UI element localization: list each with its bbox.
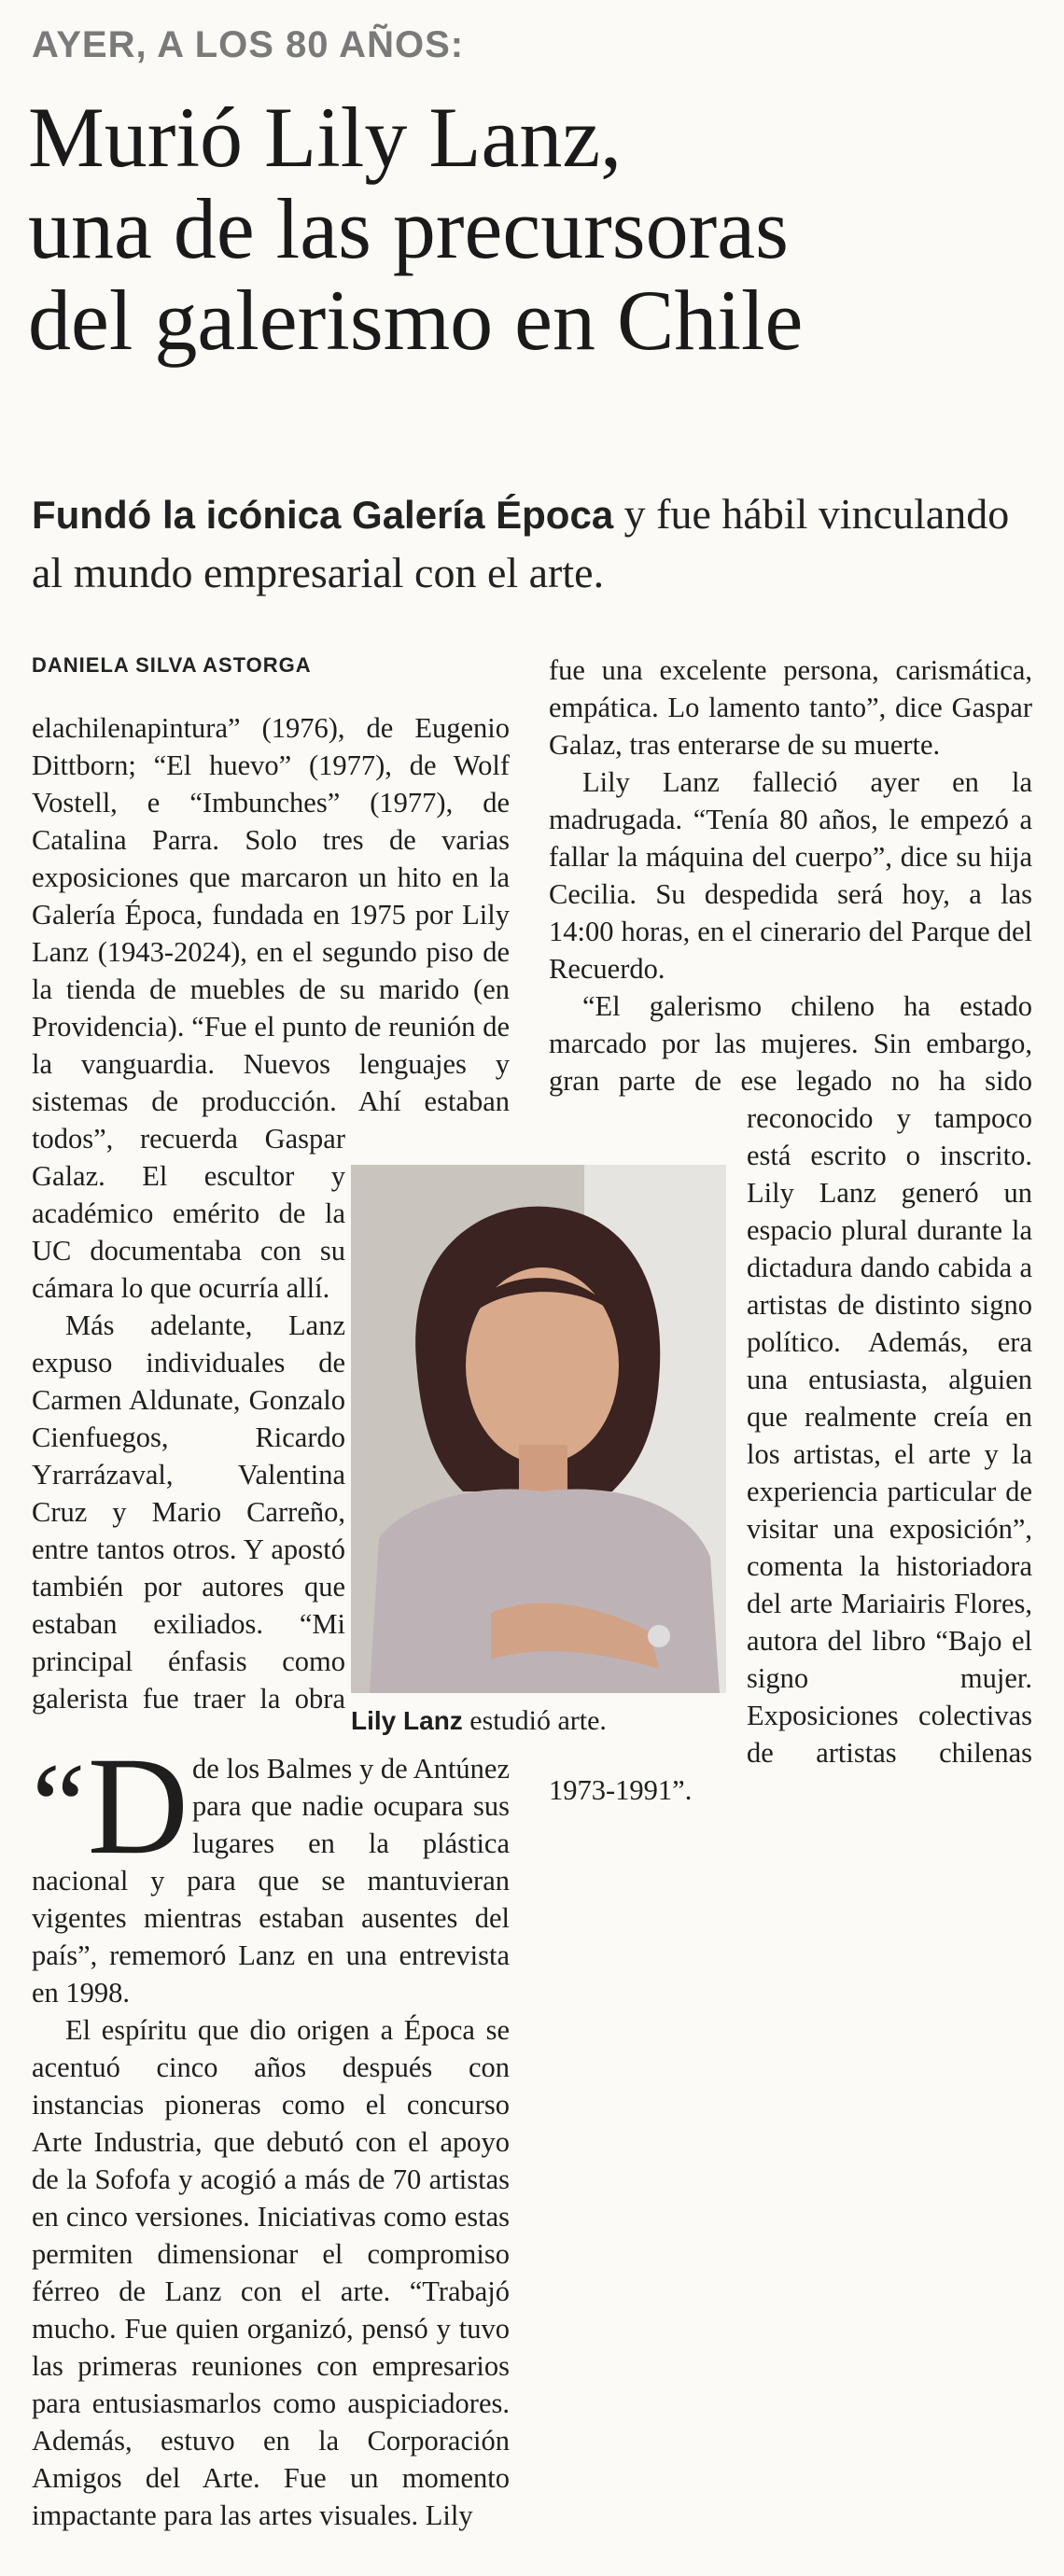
kicker: AYER, A LOS 80 AÑOS: <box>32 24 465 65</box>
caption-name: Lily Lanz <box>351 1706 463 1735</box>
headline-line-2: una de las precursoras <box>28 181 789 276</box>
wrap-spacer-photo-right <box>549 1129 747 1764</box>
deck-rest: y fue hábil vinculando al mundo empresarial con el arte. <box>32 490 1010 596</box>
caption-text: estudió arte. <box>462 1705 607 1736</box>
opening-quote: “ <box>32 1739 86 1873</box>
deck-bold: Fundó la icónica Galería Época <box>32 493 614 537</box>
byline: DANIELA SILVA ASTORGA <box>32 653 312 677</box>
paragraph-2: Más adelante, Lanz expuso individuales de Carmen Aldunate, Gonzalo Cienfuegos, Ricardo Yrarrázaval, Valentina Cruz y Mario Carreño, entre tantos otros. Y apostó también por autores que estaban exiliados. “Mi principal énfasis como galerista fue traer la obra de los Balmes y de Antúnez para que nadie ocupara sus lugares en la plástica nacional y para que se mantuvieran vigentes mientras estaban ausentes del país”, rememoró Lanz en una entrevista en 1998. <box>32 1309 510 2009</box>
paragraph-4: Lily Lanz falleció ayer en la madrugada. “Tenía 80 años, le empezó a fallar la máquina del cuerpo”, dice su hija Cecilia. Su despedida será hoy, a las 14:00 horas, en el cinerario del Parque del Recuerdo. <box>549 766 1032 985</box>
headline-line-3: del galerismo en Chile <box>28 273 804 368</box>
paragraph-3-continued: fue una excelente persona, carismática, empática. Lo lamento tanto”, dice Gaspar Galaz, tras enterarse de su muerte. <box>549 654 1032 761</box>
deck <box>32 485 1049 602</box>
paragraph-5: “El galerismo chileno ha estado marcado por las mujeres. Sin embargo, gran parte de ese legado no ha sido reconocido y tampoco está escrito o inscrito. Lily Lanz generó un espacio plural durante la dictadura dando cabida a artistas de distinto signo político. Además, era una entusiasta, alguien que realmente creía en los artistas, el arte y la experiencia particular de visitar una exposición”, comenta la historiadora del arte Mariairis Flores, autora del libro “Bajo el signo mujer. Exposiciones colectivas de artistas chilenas 1973-1991”. <box>549 990 1032 1806</box>
headline <box>28 91 1045 366</box>
dropcap: D <box>87 1729 189 1883</box>
paragraph-1-text: elachilenapintura” (1976), de Eugenio Dittborn; “El huevo” (1977), de Wolf Vostell, e “Imbunches” (1977), de Catalina Parra. Solo tres de varias exposiciones que marcaron un hito en la Galería Época, fundada en 1975 por Lily Lanz (1943-2024), en el segundo piso de la tienda de muebles de su marido (en Providencia). “Fue el punto de reunión de la vanguardia. Nuevos lenguajes y sistemas de producción. Ahí estaban todos”, recuerda Gaspar Galaz. El escultor y académico emérito de la UC documentaba con su cámara lo que ocurría allí. <box>32 712 510 1304</box>
column-2 <box>549 651 1032 2555</box>
paragraph-3-start: El espíritu que dio origen a Época se acentuó cinco años después con instancias pioneras como el concurso Arte Industria, que debutó con el apoyo de la Sofofa y acogió a más de 70 artistas en cinco versiones. Iniciativas como estas permiten dimensionar el compromiso férreo de Lanz con el arte. “Trabajó mucho. Fue quien organizó, pensó y tuvo las primeras reuniones con empresarios para entusiasmarlos como auspiciadores. Además, estuvo en la Corporación Amigos del Arte. Fue un momento impactante para las artes visuales. Lily <box>32 2014 510 2531</box>
headline-line-1: Murió Lily Lanz, <box>28 90 623 185</box>
